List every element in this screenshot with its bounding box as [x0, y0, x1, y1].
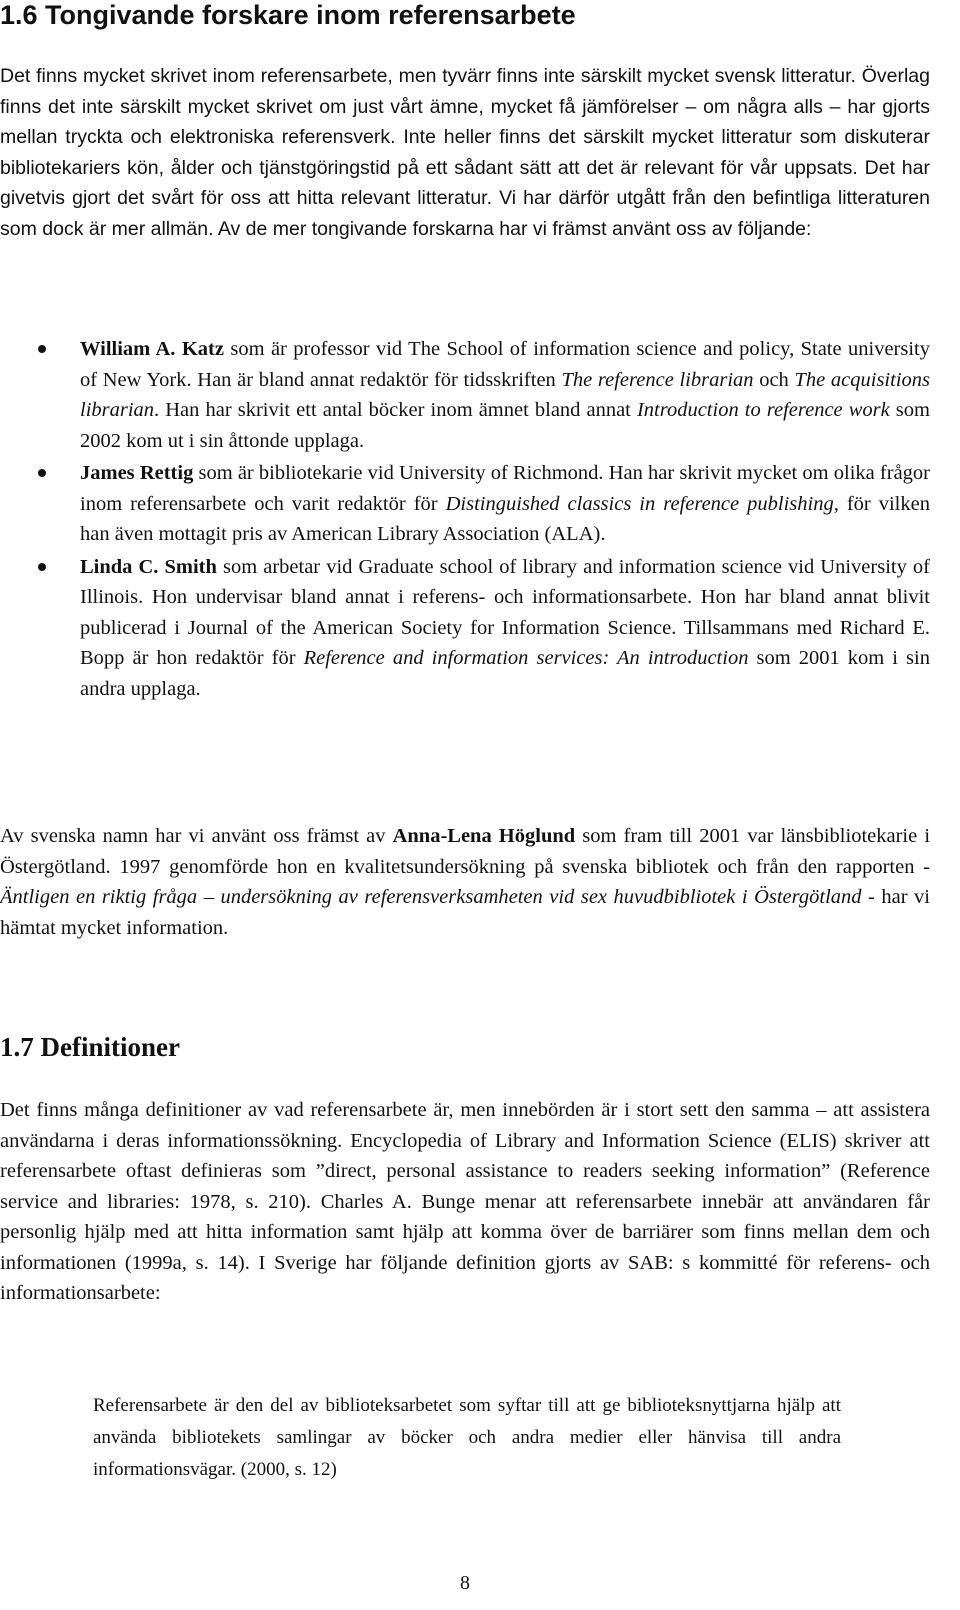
paragraph-text: som fram till 2001 var länsbibliotekarie i Östergötland. 1997 genomförde hon en kvalitetsundersökning på svenska bibliotek och från den rapporten - — [0, 825, 931, 878]
page-number: 8 — [460, 1572, 470, 1594]
researcher-name: Linda C. Smith — [80, 555, 217, 578]
researcher-text: som är bibliotekarie vid University of Richmond. Han har skrivit mycket om olika frågor inom referensarbete och varit redaktör för — [80, 462, 930, 515]
bullet-icon — [38, 563, 46, 571]
researcher-text: . Han har skrivit ett antal böcker inom ämnet bland annat — [154, 399, 637, 421]
section-heading-1-6: 1.6 Tongivande forskare inom referensarbete — [0, 0, 576, 30]
block-quote: Referensarbete är den del av biblioteksarbetet som syftar till att ge biblioteksnyttjarna hjälp att använda bibliotekets samlingar av böcker och andra medier eller hänvisa till andra informationsvägar. (2000, s. 12) — [93, 1395, 841, 1480]
researcher-name: Anna-Lena Höglund — [392, 825, 576, 847]
researcher-text: för vilken han även mottagit pris av American Library Association (ALA). — [80, 492, 930, 545]
researcher-text: och — [753, 368, 795, 391]
researcher-text: som är professor vid The School of information science and policy, State university of New York. Han är bland annat redaktör för tidsskriften — [80, 338, 930, 391]
list-item — [0, 552, 930, 705]
swedish-researcher-paragraph — [0, 821, 930, 943]
publication-title: The acquisitions librarian — [80, 368, 931, 421]
researcher-name: William A. Katz — [80, 338, 224, 360]
bullet-icon — [38, 469, 46, 477]
paragraph-text: Av svenska namn har vi använt oss främst av — [0, 825, 393, 847]
researcher-name: James Rettig — [80, 462, 194, 484]
section-heading-1-7: 1.7 Definitioner — [0, 1032, 180, 1062]
researcher-list — [0, 334, 930, 706]
list-item — [0, 334, 930, 456]
bullet-icon — [38, 345, 46, 353]
intro-paragraph: Det finns mycket skrivet inom referensarbete, men tyvärr finns inte särskilt mycket svensk litteratur. Överlag finns det inte särskilt mycket skrivet om just vårt ämne, mycket få jämförelser – om några alls – har gjorts mellan tryckta och elektroniska referensverk. Inte heller finns det särskilt mycket litteratur som diskuterar bibliotekariers kön, ålder och tjänstgöringstid på ett sådant sätt att det är relevant för vår uppsats. Det har givetvis gjort det svårt för oss att hitta relevant litteratur. Vi har därför utgått från den befintliga litteraturen som dock är mer allmän. Av de mer tongivande forskarna har vi främst använt oss av följande: — [0, 65, 930, 240]
publication-title: Distinguished classics in reference publishing, — [445, 492, 839, 515]
publication-title: Introduction to reference work — [636, 399, 890, 421]
definitions-paragraph: Det finns många definitioner av vad referensarbete är, men innebörden är i stort sett den samma – att assistera användarna i deras informationssökning. Encyclopedia of Library and Information Science (ELIS) skriver att referensarbete oftast definieras som ”direct, personal assistance to readers seeking information” (Reference service and libraries: 1978, s. 210). Charles A. Bunge menar att referensarbete innebär att användaren får personlig hjälp med att hitta information samt hjälp att komma över de barriärer som finns mellan dem och informationen (1999a, s. 14). I Sverige har följande definition gjorts av SAB: s kommitté för referens- och informationsarbete: — [0, 1099, 930, 1304]
researcher-text: som arbetar vid Graduate school of library and information science vid University of Illinois. Hon undervisar bland annat i referens- och informationsarbete. Hon har bland annat blivit publicerad i Journal of the American Society for Information Science. Tillsammans med Richard E. Bopp är hon redaktör för — [80, 555, 930, 669]
publication-title: The reference librarian — [561, 368, 754, 391]
list-item — [0, 458, 930, 550]
publication-title: Reference and information services: An introduction — [303, 647, 749, 669]
researcher-text: som 2001 kom i sin andra upplaga. — [80, 647, 930, 700]
report-title: Äntligen en riktig fråga – undersökning av referensverksamheten vid sex huvudbibliotek i Östergötland — [0, 886, 862, 908]
paragraph-text: - har vi hämtat mycket information. — [0, 886, 930, 939]
researcher-text: som 2002 kom ut i sin åttonde upplaga. — [80, 399, 930, 452]
